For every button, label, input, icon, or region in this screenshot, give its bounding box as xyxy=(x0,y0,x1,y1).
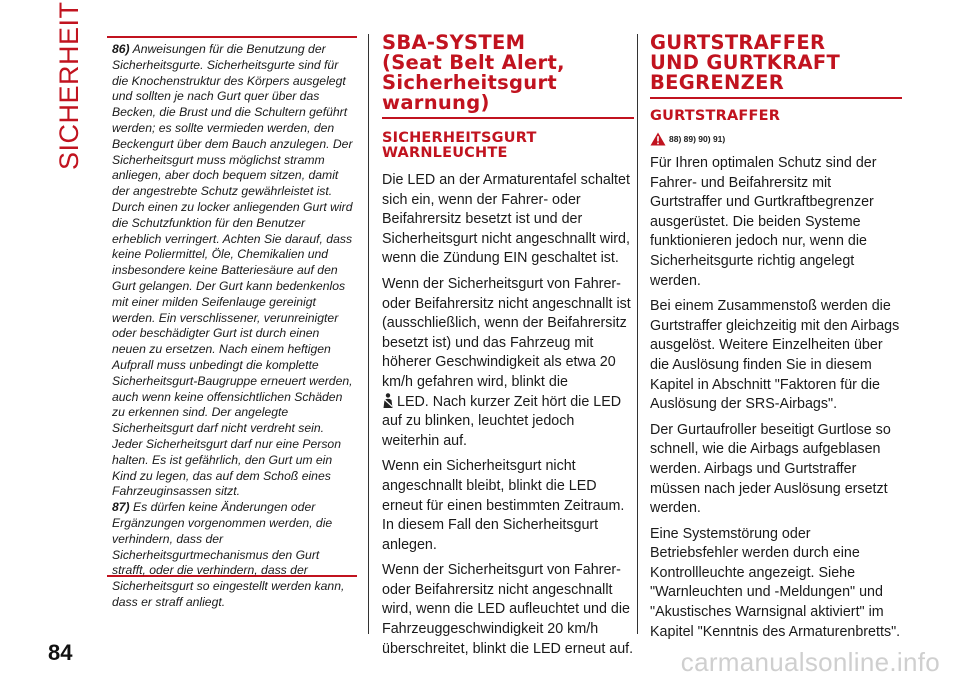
heading-line: GURTSTRAFFER xyxy=(650,31,826,54)
note-number: 86) xyxy=(112,42,130,56)
note-87 xyxy=(112,500,353,611)
note-number: 87) xyxy=(112,500,130,515)
section-heading xyxy=(382,33,634,113)
body-paragraph: Der Gurtaufroller beseitigt Gurtlose so schnell, wie die Airbags aufgeblasen werden. Airbags und Gurtstraffer müssen nach jeder Auslösung ersetzt werden. xyxy=(650,421,891,517)
body-paragraph xyxy=(382,275,634,451)
body-paragraph: Wenn der Sicherheitsgurt von Fahrer- oder Beifahrersitz nicht angeschnallt wird, wenn die LED aufleuchtet und die Fahrzeuggeschwindigkeit 20 km/h überschreitet, blinkt die LED erneut auf. xyxy=(382,562,634,657)
heading-line: SICHERHEITSGURT xyxy=(382,130,537,146)
heading-line: UND GURTKRAFT xyxy=(650,51,841,74)
reference-numbers: 88) 89) 90) 91) xyxy=(669,134,726,144)
section-heading xyxy=(650,33,902,93)
warning-notes-box xyxy=(107,36,357,609)
paragraph-text: LED. Nach kurzer Zeit hört die LED auf zu blinken, leuchtet jedoch weiterhin auf. xyxy=(382,393,622,449)
body-paragraph: Die LED an der Armaturentafel schaltet sich ein, wenn der Fahrer- oder Beifahrersitz besetzt ist und der Sicherheitsgurt nicht angeschnallt wird, wenn die Zündung EIN geschaltet ist. xyxy=(382,172,630,267)
watermark: carmanualsonline.info xyxy=(680,647,940,677)
column-divider xyxy=(368,34,369,634)
paragraph-text: Wenn der Sicherheitsgurt von Fahrer- oder Beifahrersitz nicht angeschnallt ist (ausschließlich, wenn der Beifahrersitz besetzt ist) und das Fahrzeug mit höherer Geschwindigkeit als etwa 20 km/h gefahren wird, blinkt die xyxy=(382,275,631,390)
body-paragraph: Bei einem Zusammenstoß werden die Gurtstraffer gleichzeitig mit den Airbags ausgelöst. Weitere Einzelheiten über die Auslösung finden Sie in diesem Kapitel in Abschnitt "Faktoren für die Auslösung der SRS-Airbags". xyxy=(650,298,900,413)
seat-belt-icon xyxy=(382,393,394,409)
heading-rule xyxy=(382,117,634,119)
section-side-label xyxy=(54,1,84,170)
note-text: Anweisungen für die Benutzung der Sicherheitsgurte. Sicherheitsgurte sind für die Knochenstruktur des Körpers ausgelegt und sollten je nach Gurt quer über das Becken, die Brust und die Schultern geführt werden; es sollte vermieden werden, den Beckengurt über dem Bauch anzulegen. Der Sicherheitsgurt muss möglichst stramm anliegen, aber doch bequem sitzen, damit der angestrebte Schutz gewährleistet ist. Durch einen zu locker anliegenden Gurt wird die Schutzfunktion für den Benutzer erheblich verringert. Achten Sie darauf, dass keine Poliermittel, Öle, Chemikalien und insbesondere keine Batteriesäure auf den Gurt gelangen. Der Gurt kann bedenkenlos mit einer milden Seifenlauge gereinigt werden. Ein verschlissener, verunreinigter oder beschädigter Gurt ist durch einen neuen zu ersetzen. Nach einem heftigen Aufprall muss unbedingt die komplette Sicherheitsgurt-Baugruppe erneuert werden, auch wenn keine offensichtlichen Schäden zu erkennen sind. Der angelegte Sicherheitsgurt darf nicht verdreht sein. Jeder Sicherheitsgurt darf nur eine Person halten. Es ist gefährlich, den Gurt um ein Kind zu legen, das auf dem Schoß eines Fahrzeuginsassen sitzt. xyxy=(112,42,353,499)
note-text: Es dürfen keine Änderungen oder Ergänzungen vorgenommen werden, die verhindern, dass der Sicherheitsgurtmechanismus den Gurt strafft, oder die verhindern, dass der Sicherheitsgurt so eingestellt werden kann, dass er straff anliegt. xyxy=(112,500,345,609)
heading-line: warnung) xyxy=(382,91,490,114)
heading-line: SBA-SYSTEM xyxy=(382,31,526,54)
body-paragraph: Wenn ein Sicherheitsgurt nicht angeschnallt bleibt, blinkt die LED erneut für einen bestimmten Zeitraum. In diesem Fall den Sicherheitsgurt anlegen. xyxy=(382,458,625,553)
heading-line: WARNLEUCHTE xyxy=(382,145,508,161)
page-number: 84 xyxy=(48,640,73,665)
note-86 xyxy=(112,42,353,500)
sba-system-section xyxy=(382,33,634,665)
warning-triangle-icon xyxy=(650,132,666,146)
note-references xyxy=(650,132,902,146)
body-paragraph: Für Ihren optimalen Schutz sind der Fahrer- und Beifahrersitz mit Gurtstraffer und Gurtkraftbegrenzer ausgerüstet. Die beiden Systeme funktionieren jedoch nur, wenn die Sicherheitsgurte richtig angelegt werden. xyxy=(650,155,877,289)
section-side-label-text: SICHERHEIT xyxy=(54,1,84,170)
heading-line: BEGRENZER xyxy=(650,71,785,94)
heading-line: Sicherheitsgurt xyxy=(382,71,558,94)
gurtstraffer-section xyxy=(650,33,902,648)
subsection-heading xyxy=(382,131,634,161)
heading-line: (Seat Belt Alert, xyxy=(382,51,565,74)
body-paragraph: Eine Systemstörung oder Betriebsfehler werden durch eine Kontrollleuchte angezeigt. Siehe "Warnleuchten und -Meldungen" und "Akustisches Warnsignal aktiviert" im Kapitel "Kenntnis des Armaturenbretts". xyxy=(650,525,901,640)
column-divider xyxy=(637,34,638,634)
heading-rule xyxy=(650,97,902,99)
subsection-heading: GURTSTRAFFER xyxy=(650,108,781,124)
